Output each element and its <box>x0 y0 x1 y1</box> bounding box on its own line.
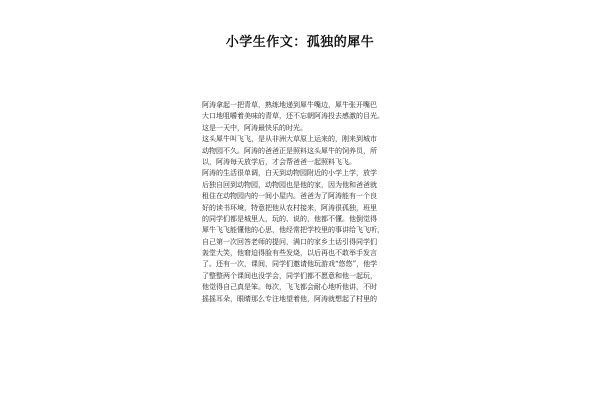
body-line: 摇摇耳朵，眼睛那么专注地望着他，阿涛就想起了村里的 <box>202 294 377 303</box>
body-line: 后独自回到动物园，动物园也是他的家，因为他和爸爸就 <box>202 180 377 189</box>
document-title: 小学生作文：孤独的犀牛 <box>225 35 375 50</box>
body-line: 好的读书环境，特意把他从农村接来，阿涛很孤独，班里 <box>202 203 377 212</box>
body-line: 了。还有一次，课间，同学们邀请他玩游戏“悠悠”，他学 <box>202 260 378 269</box>
body-line: 轰堂大笑，他窘迫得脸有些发烧，以后再也不敢举手发言 <box>202 249 377 258</box>
body-line: 自己第一次回答老师的提问，满口的家乡土话引得同学们 <box>202 237 377 246</box>
body-line: 租住在动物园内的一间小屋内。爸爸为了阿涛能有一个良 <box>202 192 377 201</box>
body-line: 阿涛的生活很单调，白天到动物园附近的小学上学，放学 <box>202 169 377 178</box>
body-line: 这头犀牛叫飞飞，是从非洲大草原上运来的，刚来到城市 <box>202 135 377 144</box>
body-line: 了整整两个课间也没学会，同学们都不愿意和他一起玩， <box>202 271 377 280</box>
body-line: 大口地咀嚼着美味的青草，还不忘朝阿涛投去感激的目光。 <box>202 112 384 121</box>
document-body <box>202 100 398 305</box>
body-line: 犀牛飞飞能懂他的心思，他经常把学校里的事讲给飞飞听， <box>202 226 384 235</box>
body-line: 以，阿涛每天放学后，才会帮爸爸一起照料飞飞。 <box>202 157 356 166</box>
body-line: 阿涛拿起一把青草，熟练地递到犀牛嘴边，犀牛张开嘴巴 <box>202 101 377 109</box>
body-line: 的同学们都是城里人，玩的、说的，他都不懂。他倒觉得 <box>202 214 377 223</box>
body-line: 他觉得自己真是笨。每次，飞飞都会耐心地听他讲，不时 <box>202 283 377 292</box>
body-line: 这是一天中，阿涛最快乐的时光。 <box>202 123 307 132</box>
body-line: 动物园不久。阿涛的爸爸正是照料这头犀牛的饲养员，所 <box>202 146 377 155</box>
